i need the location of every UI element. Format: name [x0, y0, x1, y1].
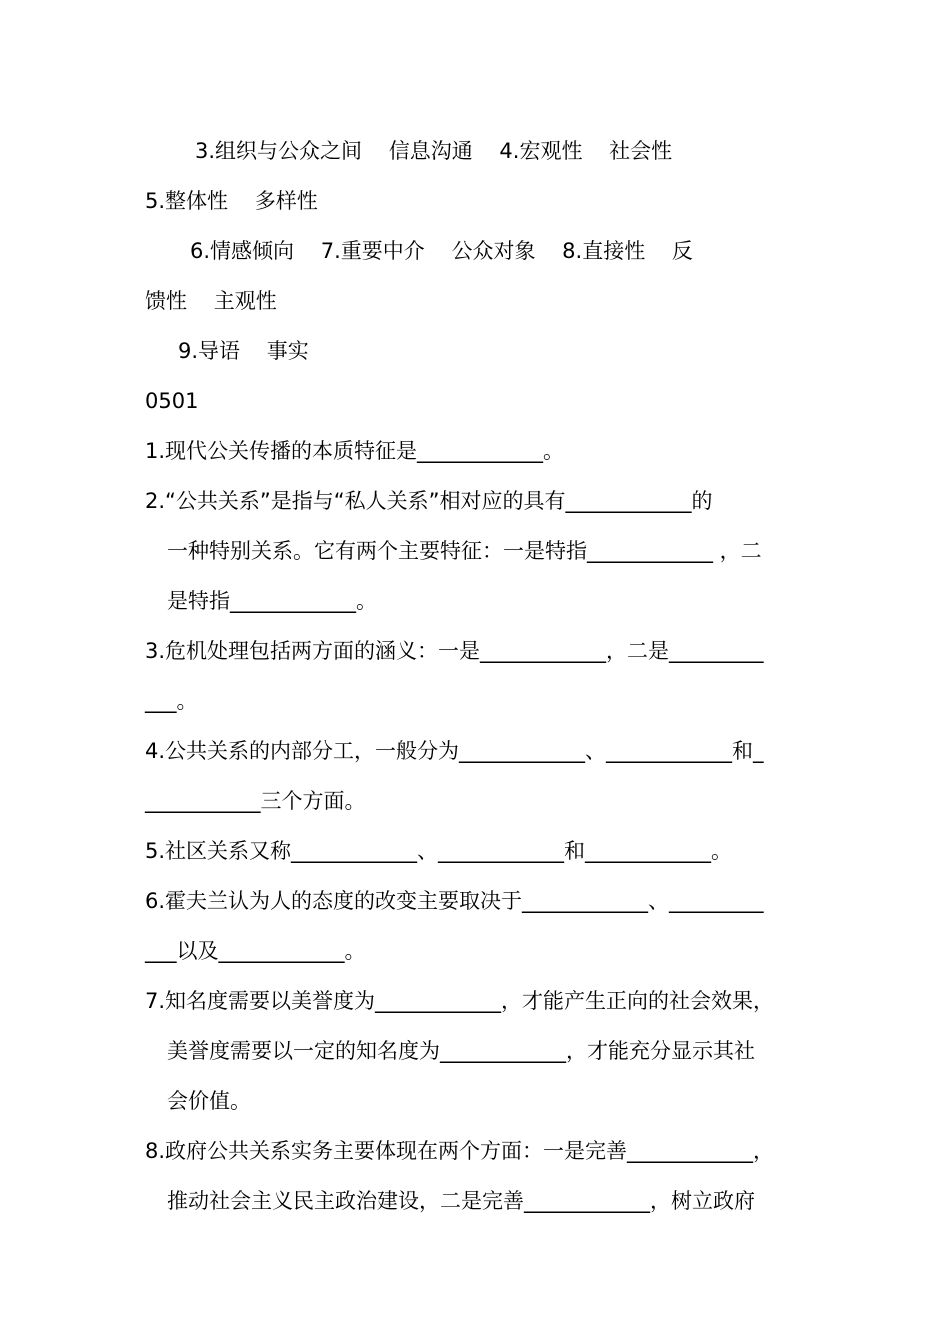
question-1-line-1: 1.现代公关传播的本质特征是____________。 [145, 439, 565, 463]
question-2-line-3: 是特指____________。 [167, 589, 377, 613]
question-7-line-2: 美誉度需要以一定的知名度为____________，才能充分显示其社 [167, 1039, 755, 1063]
question-5-line-1: 5.社区关系又称____________、____________和____________。 [145, 839, 733, 863]
question-6-line-1: 6.霍夫兰认为人的态度的改变主要取决于____________、_________ [145, 889, 764, 913]
section-code: 0501 [145, 389, 199, 413]
question-8-line-2: 推动社会主义民主政治建设，二是完善____________，树立政府 [167, 1189, 755, 1213]
answer-line-4: 馈性 主观性 [145, 289, 277, 313]
question-4-line-1: 4.公共关系的内部分工，一般分为____________、____________和_ [145, 739, 764, 763]
answer-line-1: 3.组织与公众之间 信息沟通 4.宏观性 社会性 [195, 139, 673, 163]
question-3-line-2: ___。 [145, 689, 198, 713]
answer-line-2: 5.整体性 多样性 [145, 189, 318, 213]
question-8-line-1: 8.政府公共关系实务主要体现在两个方面：一是完善____________， [145, 1139, 775, 1163]
question-4-line-2: ___________三个方面。 [145, 789, 366, 813]
question-2-line-1: 2.“公共关系”是指与“私人关系”相对应的具有____________的 [145, 489, 713, 513]
question-3-line-1: 3.危机处理包括两方面的涵义：一是____________，二是_________ [145, 639, 764, 663]
answer-line-3: 6.情感倾向 7.重要中介 公众对象 8.直接性 反 [190, 239, 693, 263]
question-6-line-2: ___以及____________。 [145, 939, 366, 963]
question-7-line-1: 7.知名度需要以美誉度为____________，才能产生正向的社会效果， [145, 989, 775, 1013]
question-7-line-3: 会价值。 [167, 1089, 251, 1113]
answer-line-5: 9.导语 事实 [178, 339, 309, 363]
question-2-line-2: 一种特别关系。它有两个主要特征：一是特指____________ ，二 [167, 539, 762, 563]
